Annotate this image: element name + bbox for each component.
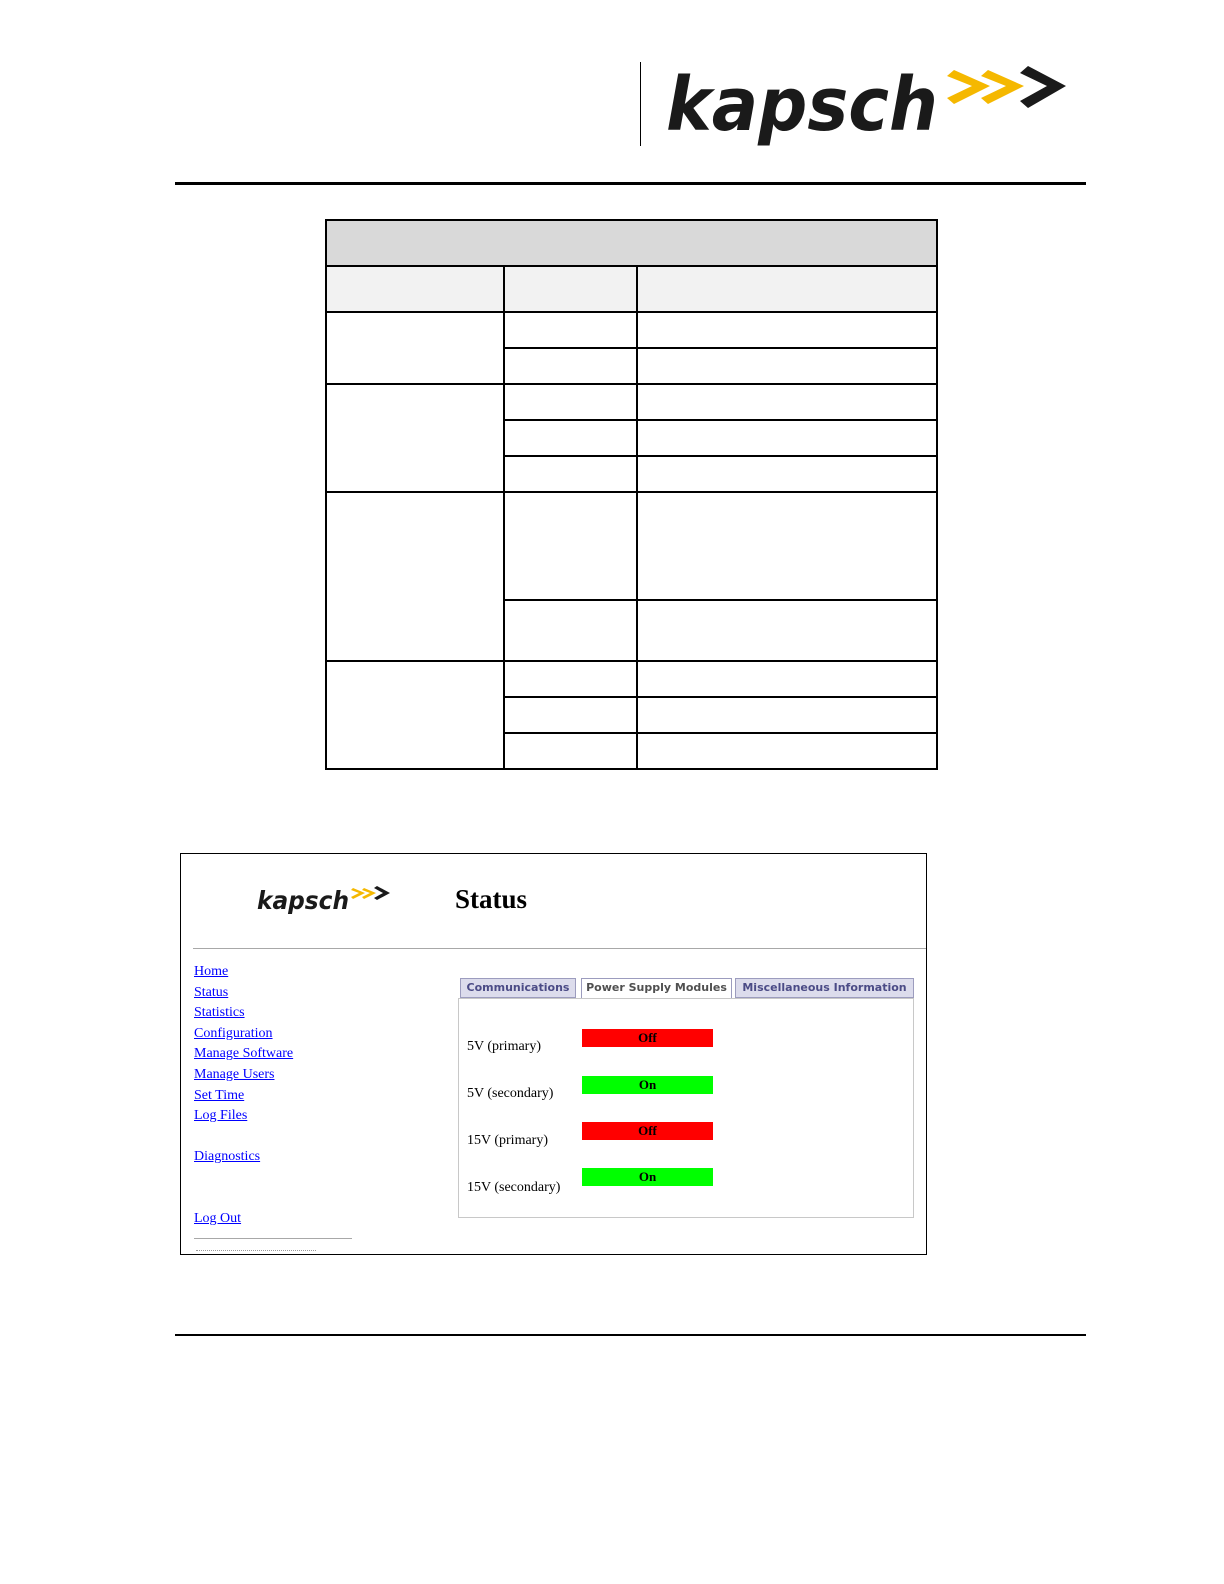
footer-rule	[175, 1334, 1086, 1336]
nav-link-log-files[interactable]: Log Files	[194, 1108, 248, 1124]
power-supply-panel	[458, 998, 914, 1218]
table-column-header	[637, 266, 937, 312]
logo-chevron-icon	[362, 888, 376, 899]
nav-link-configuration[interactable]: Configuration	[194, 1025, 273, 1041]
table-row	[326, 661, 937, 697]
table-cell	[504, 697, 637, 733]
psu-status-indicator: Off	[582, 1029, 713, 1047]
table-cell	[504, 312, 637, 348]
nav-spacer	[194, 1127, 293, 1148]
status-page-screenshot	[180, 853, 927, 1255]
table-cell	[326, 312, 504, 384]
table-cell	[504, 492, 637, 600]
nav-link-status[interactable]: Status	[194, 984, 229, 1000]
kapsch-logo-small	[257, 882, 395, 916]
table-cell	[504, 456, 637, 492]
table-cell	[637, 420, 937, 456]
blank-table	[325, 219, 938, 770]
table-cell	[326, 661, 504, 769]
table-row	[326, 384, 937, 420]
header-rule	[175, 182, 1086, 185]
table-cell	[504, 348, 637, 384]
table-cell	[504, 384, 637, 420]
table-row	[326, 312, 937, 348]
kapsch-logo-text: kapsch	[666, 62, 938, 148]
table-cell	[504, 420, 637, 456]
table-header-row	[326, 266, 937, 312]
table-cell	[637, 348, 937, 384]
table-cell	[504, 600, 637, 661]
psu-status-indicator: On	[582, 1168, 713, 1186]
nav-link-log-out[interactable]: Log Out	[194, 1210, 242, 1226]
table-cell	[637, 661, 937, 697]
nav-link-home[interactable]: Home	[194, 964, 229, 979]
table-cell	[637, 733, 937, 769]
table-row	[326, 492, 937, 600]
side-nav	[194, 962, 293, 1230]
table-cell	[504, 733, 637, 769]
tab-communications[interactable]: Communications	[460, 978, 576, 998]
header-separator	[193, 948, 926, 949]
table-cell	[326, 384, 504, 492]
nav-spacer	[194, 1168, 293, 1209]
page-title: Status	[455, 884, 528, 914]
table-cell	[637, 456, 937, 492]
table-cell	[637, 384, 937, 420]
nav-link-manage-software[interactable]: Manage Software	[194, 1046, 294, 1062]
table-title-row	[326, 220, 937, 266]
kapsch-logo-small-text: kapsch	[257, 886, 349, 915]
nav-separator	[194, 1238, 352, 1239]
cut-off-footer	[196, 1250, 316, 1252]
nav-link-diagnostics[interactable]: Diagnostics	[194, 1149, 261, 1165]
psu-label: 15V (secondary)	[467, 1180, 561, 1195]
logo-chevron-icon	[374, 886, 390, 900]
nav-link-set-time[interactable]: Set Time	[194, 1087, 245, 1103]
psu-status-indicator: Off	[582, 1122, 713, 1140]
table-cell	[504, 661, 637, 697]
psu-status-indicator: On	[582, 1076, 713, 1094]
psu-label: 5V (secondary)	[467, 1086, 554, 1101]
header-divider	[640, 62, 641, 146]
table-title-cell	[326, 220, 937, 266]
table-cell	[637, 492, 937, 600]
nav-link-statistics[interactable]: Statistics	[194, 1005, 245, 1021]
table-cell	[637, 600, 937, 661]
psu-label: 5V (primary)	[467, 1039, 541, 1054]
tab-power-supply-modules[interactable]: Power Supply Modules	[581, 978, 732, 999]
logo-chevron-icon	[1020, 66, 1066, 108]
kapsch-logo	[664, 58, 1074, 150]
psu-label: 15V (primary)	[467, 1133, 548, 1148]
table-column-header	[326, 266, 504, 312]
tab-miscellaneous-information[interactable]: Miscellaneous Information	[735, 978, 914, 998]
table-column-header	[504, 266, 637, 312]
nav-link-manage-users[interactable]: Manage Users	[194, 1066, 275, 1082]
table-cell	[637, 697, 937, 733]
table-cell	[326, 492, 504, 661]
table-cell	[637, 312, 937, 348]
